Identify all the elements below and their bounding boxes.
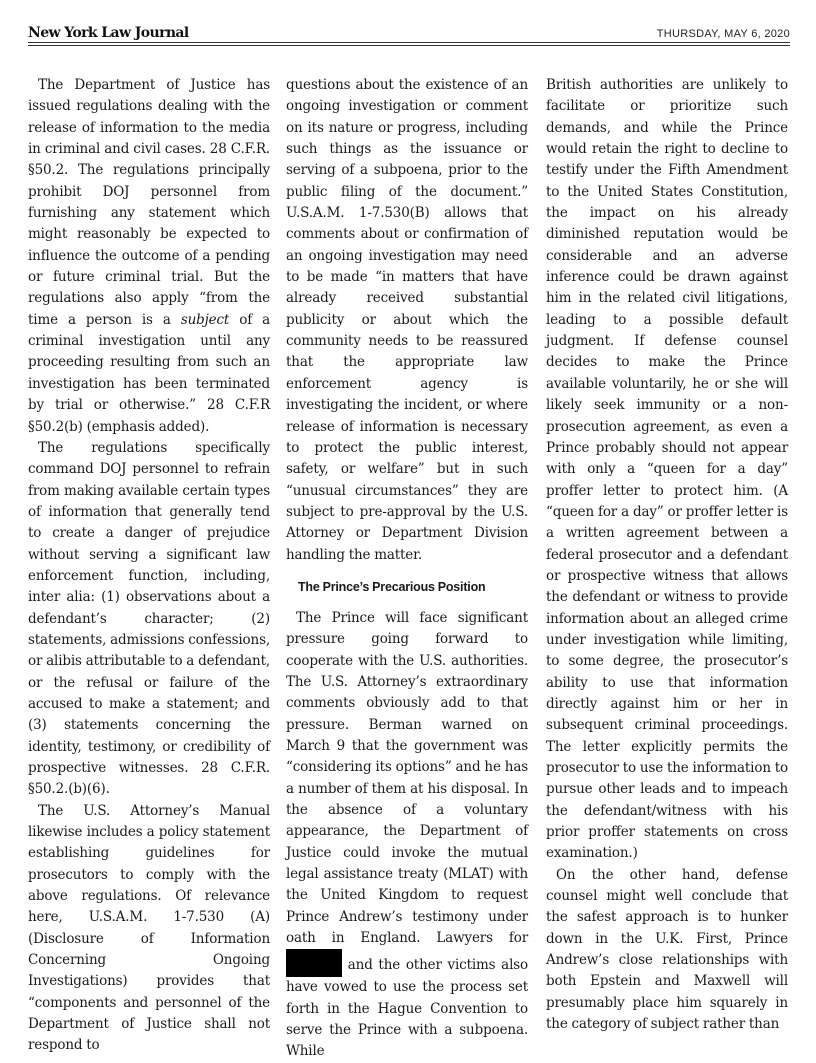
text-run: and the other victims also have vowed to use the process set forth in the Hague Convention to serve the Prince with a subpoena. While: [286, 957, 528, 1060]
paragraph: The regulations specifically command DOJ personnel to refrain from making available certain types of information that generally tend to create a danger of prejudice without serving a significant law enforcement function, including, inter alia: (1) observations about a defendant’s character; (2) statements, admissions confessions, or alibis attributable to a defendant, or the refusal or failure of the accused to make a statement; and (3) statements concerning the identity, testimony, or credibility of prospective witnesses. 28 C.F.R. §50.2.(b)(6).: [28, 439, 270, 798]
text-run: of a criminal investigation until any proceeding resulting from such an investigation has been terminated by trial or otherwise.” 28 C.F.R §50.2(b) (emphasis added).: [28, 311, 271, 435]
section-heading: The Prince’s Precarious Position: [298, 579, 486, 594]
masthead-rule-secondary: [28, 45, 790, 46]
column-2: [286, 75, 528, 1063]
paragraph: On the other hand, defense counsel might well conclude that the safest approach is to hunker down in the U.K. First, Prince Andrew’s close relationships with both Epstein and Maxwell will presumably place him squarely in the category of subject rather than: [546, 866, 788, 1033]
column-3: [546, 75, 788, 1035]
paragraph: [28, 75, 270, 438]
masthead-date: THURSDAY, MAY 6, 2020: [656, 28, 790, 40]
text-run: The Department of Justice has issued regulations dealing with the release of information to the media in criminal and civil cases. 28 C.F.R. §50.2. The regulations principally prohibit DOJ personnel from furnishing any statement which might reasonably be expected to influence the outcome of a pending or future criminal trial. But the regulations also apply “from the time a person is a: [28, 77, 270, 328]
column-1: [28, 75, 270, 1057]
masthead-title: New York Law Journal: [28, 25, 189, 41]
paragraph: British authorities are unlikely to facilitate or prioritize such demands, and while the Prince would retain the right to decline to testify under the Fifth Amendment to the United States Constitution, the impact on his already diminished reputation would be considerable and an adverse inference could be drawn against him in the related civil litigations, leading to a possible default judgment. If defense counsel decides to make the Prince available voluntarily, he or she will likely seek immunity or a non-prosecution agreement, as even a Prince probably should not appear with only a “queen for a day” proffer letter to protect him. (A “queen for a day” or proffer letter is a written agreement between a federal prosecutor and a defendant or prospective witness that allows the defendant or witness to provide information about an alleged crime under investigation while limiting, to some degree, the prosecutor’s ability to use that information directly against him or her in subsequent criminal proceedings. The letter explicitly permits the prosecutor to use the information to pursue other leads and to impeach the defendant/witness with his prior proffer statements on cross examination.): [546, 77, 788, 862]
emphasis: subject: [180, 311, 230, 328]
paragraph: The U.S. Attorney’s Manual likewise includes a policy statement establishing guidelines for prosecutors to comply with the above regulations. Of relevance here, U.S.A.M. 1-7.530 (A) (Disclosure of Information Concerning Ongoing Investigations) provides that “components and personnel of the Department of Justice shall not respond to: [28, 802, 270, 1054]
masthead-rule: [28, 42, 790, 43]
text-run: The Prince will face significant pressure going forward to cooperate with the U.S. authorities. The U.S. Attorney’s extraordinary comments obviously add to that pressure. Berman warned on March 9 that the government was “considering its options” and he has a number of them at his disposal. In the absence of a voluntary appearance, the Department of Justice could invoke the mutual legal assistance treaty (MLAT) with the United Kingdom to request Prince Andrew’s testimony under oath in England. Lawyers for: [286, 609, 528, 947]
paragraph: [286, 608, 528, 1063]
paragraph: questions about the existence of an ongoing investigation or comment on its nature or progress, including such things as the issuance or serving of a subpoena, prior to the public filing of the document.” U.S.A.M. 1-7.530(B) allows that comments about or confirmation of an ongoing investigation may need to be made “in matters that have already received substantial publicity or about which the community needs to be reassured that the appropriate law enforcement agency is investigating the incident, or where release of information is necessary to protect the public interest, safety, or welfare” but in such “unusual circumstances” they are subject to pre-approval by the U.S. Attorney or Department Division handling the matter.: [286, 77, 528, 563]
redaction-box: [286, 949, 342, 977]
